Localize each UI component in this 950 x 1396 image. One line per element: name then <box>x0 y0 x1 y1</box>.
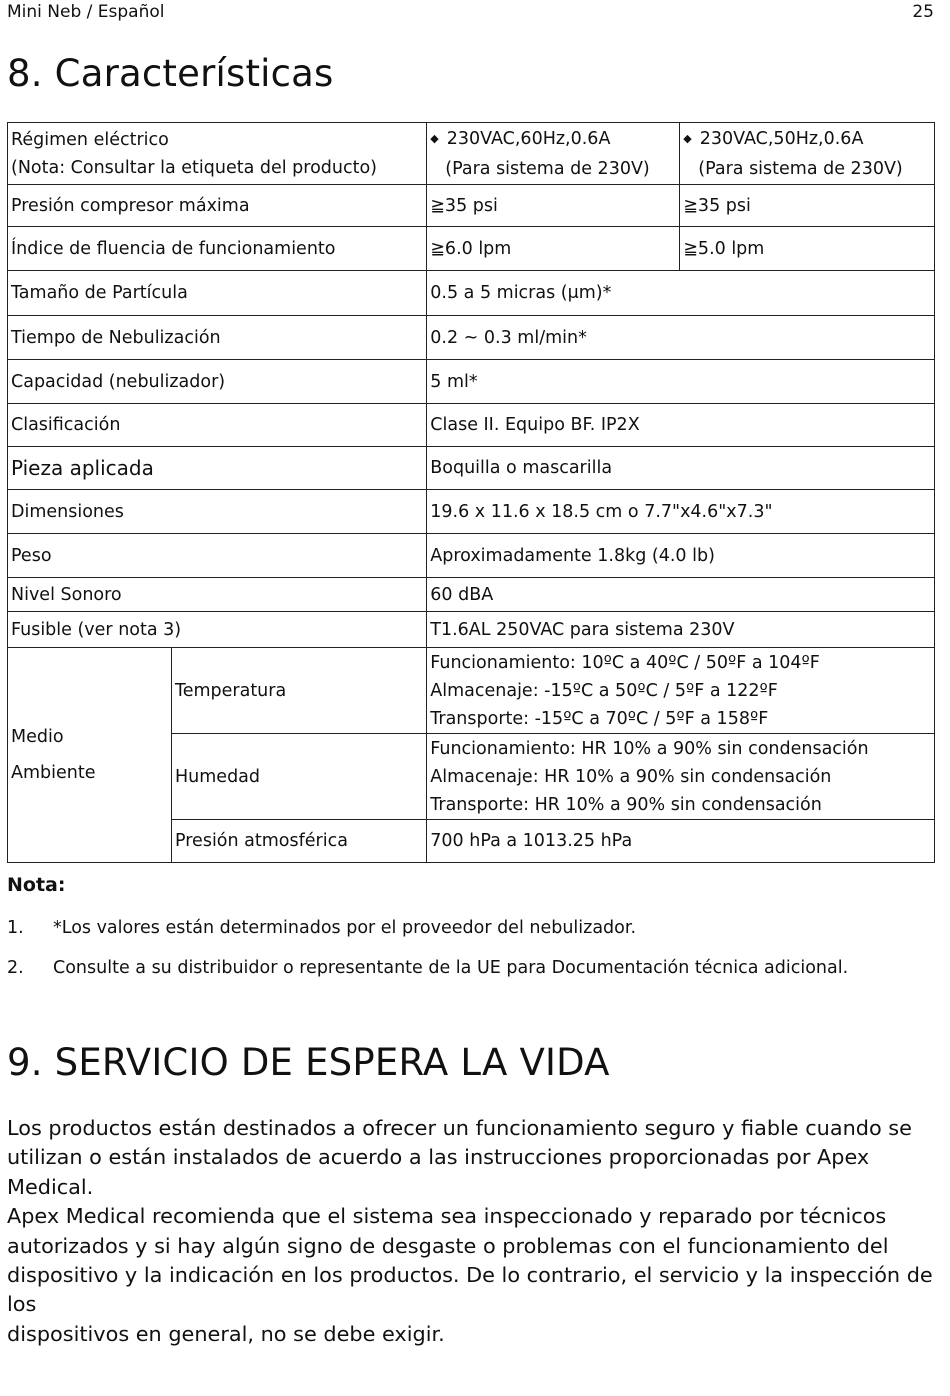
table-row <box>8 578 935 612</box>
fuse-label: Fusible (ver nota 3) <box>8 612 427 648</box>
temperature-label: Temperatura <box>172 648 427 734</box>
page-number: 25 <box>912 2 934 22</box>
power-b-line2: (Para sistema de 230V) <box>698 158 903 179</box>
note-item <box>7 918 636 938</box>
power-b-line1: 230VAC,50Hz,0.6A <box>699 128 864 149</box>
table-row <box>8 534 935 578</box>
table-row <box>8 227 935 271</box>
pressure-label: Presión compresor máxima <box>8 185 427 227</box>
table-row <box>8 185 935 227</box>
humidity-label: Humedad <box>172 734 427 820</box>
table-row <box>8 360 935 404</box>
dimensions-label: Dimensiones <box>8 490 427 534</box>
weight-label: Peso <box>8 534 427 578</box>
power-value-b-cell <box>680 123 935 185</box>
weight-value: Aproximadamente 1.8kg (4.0 lb) <box>427 534 935 578</box>
table-row <box>8 490 935 534</box>
note-number: 2. <box>7 958 24 978</box>
paragraph-line: autorizados y si hay algún signo de desgaste o problemas con el funcionamiento del <box>7 1233 889 1258</box>
paragraph-line: dispositivos en general, no se debe exigir. <box>7 1321 445 1346</box>
power-value-a-cell <box>427 123 680 185</box>
table-row <box>8 612 935 648</box>
paragraph-line: utilizan o están instalados de acuerdo a las instrucciones proporcionadas por Apex Medical. <box>7 1145 870 1199</box>
nebulization-time-value: 0.2 ~ 0.3 ml/min* <box>427 316 935 360</box>
section-9-heading: 9. SERVICIO DE ESPERA LA VIDA <box>7 1041 610 1084</box>
power-label-line1: Régimen eléctrico <box>11 129 169 150</box>
note-number: 1. <box>7 918 24 938</box>
capacity-label: Capacidad (nebulizador) <box>8 360 427 404</box>
fuse-value: T1.6AL 250VAC para sistema 230V <box>427 612 935 648</box>
note-text: Consulte a su distribuidor o representante de la UE para Documentación técnica adicional. <box>53 958 849 978</box>
humidity-transport: Transporte: HR 10% a 90% sin condensación <box>430 794 822 815</box>
power-a-line2: (Para sistema de 230V) <box>445 158 650 179</box>
temperature-transport: Transporte: -15ºC a 70ºC / 5ºF a 158ºF <box>430 708 769 729</box>
noise-label: Nivel Sonoro <box>8 578 427 612</box>
environment-label-cell <box>8 648 172 863</box>
header-title: Mini Neb / Español <box>7 2 165 22</box>
classification-label: Clasificación <box>8 404 427 447</box>
note-item <box>7 958 848 978</box>
nebulization-time-label: Tiempo de Nebulización <box>8 316 427 360</box>
table-row <box>8 271 935 316</box>
atmospheric-pressure-value: 700 hPa a 1013.25 hPa <box>427 820 935 863</box>
particle-label: Tamaño de Partícula <box>8 271 427 316</box>
capacity-value: 5 ml* <box>427 360 935 404</box>
notes-heading: Nota: <box>7 874 66 896</box>
pressure-value-b: ≧35 psi <box>680 185 935 227</box>
environment-label-line1: Medio <box>11 727 64 747</box>
section-8-heading: 8. Características <box>7 52 334 95</box>
diamond-bullet-icon: ◆ <box>683 131 692 145</box>
flow-label: Índice de fluencia de funcionamiento <box>8 227 427 271</box>
table-row <box>8 447 935 490</box>
noise-value: 60 dBA <box>427 578 935 612</box>
atmospheric-pressure-label: Presión atmosférica <box>172 820 427 863</box>
table-row <box>8 316 935 360</box>
paragraph-line: Los productos están destinados a ofrecer un funcionamiento seguro y fiable cuando se <box>7 1116 912 1140</box>
environment-label-line2: Ambiente <box>11 763 96 783</box>
particle-value: 0.5 a 5 micras (μm)* <box>427 271 935 316</box>
power-label-cell <box>8 123 427 185</box>
temperature-value-cell <box>427 648 935 734</box>
table-row <box>8 404 935 447</box>
classification-value: Clase II. Equipo BF. IP2X <box>427 404 935 447</box>
diamond-bullet-icon: ◆ <box>430 131 439 145</box>
pressure-value-a: ≧35 psi <box>427 185 680 227</box>
paragraph-line: Apex Medical recomienda que el sistema sea inspeccionado y reparado por técnicos <box>7 1204 887 1229</box>
applied-part-value: Boquilla o mascarilla <box>427 447 935 490</box>
table-row <box>8 648 935 734</box>
temperature-storage: Almacenaje: -15ºC a 50ºC / 5ºF a 122ºF <box>430 680 778 701</box>
service-life-paragraph <box>7 1114 937 1349</box>
page-header <box>7 2 934 24</box>
specifications-table <box>7 122 935 863</box>
note-text: *Los valores están determinados por el proveedor del nebulizador. <box>53 918 637 938</box>
power-a-line1: 230VAC,60Hz,0.6A <box>446 128 611 149</box>
paragraph-line: dispositivo y la indicación en los productos. De lo contrario, el servicio y la inspección de los <box>7 1263 933 1317</box>
temperature-operation: Funcionamiento: 10ºC a 40ºC / 50ºF a 104ºF <box>430 652 820 673</box>
flow-value-a: ≧6.0 lpm <box>427 227 680 271</box>
power-label-line2: (Nota: Consultar la etiqueta del producto) <box>11 157 377 178</box>
dimensions-value: 19.6 x 11.6 x 18.5 cm o 7.7"x4.6"x7.3" <box>427 490 935 534</box>
humidity-operation: Funcionamiento: HR 10% a 90% sin condensación <box>430 738 869 759</box>
humidity-value-cell <box>427 734 935 820</box>
humidity-storage: Almacenaje: HR 10% a 90% sin condensación <box>430 766 832 787</box>
applied-part-label: Pieza aplicada <box>8 447 427 490</box>
table-row <box>8 123 935 185</box>
flow-value-b: ≧5.0 lpm <box>680 227 935 271</box>
